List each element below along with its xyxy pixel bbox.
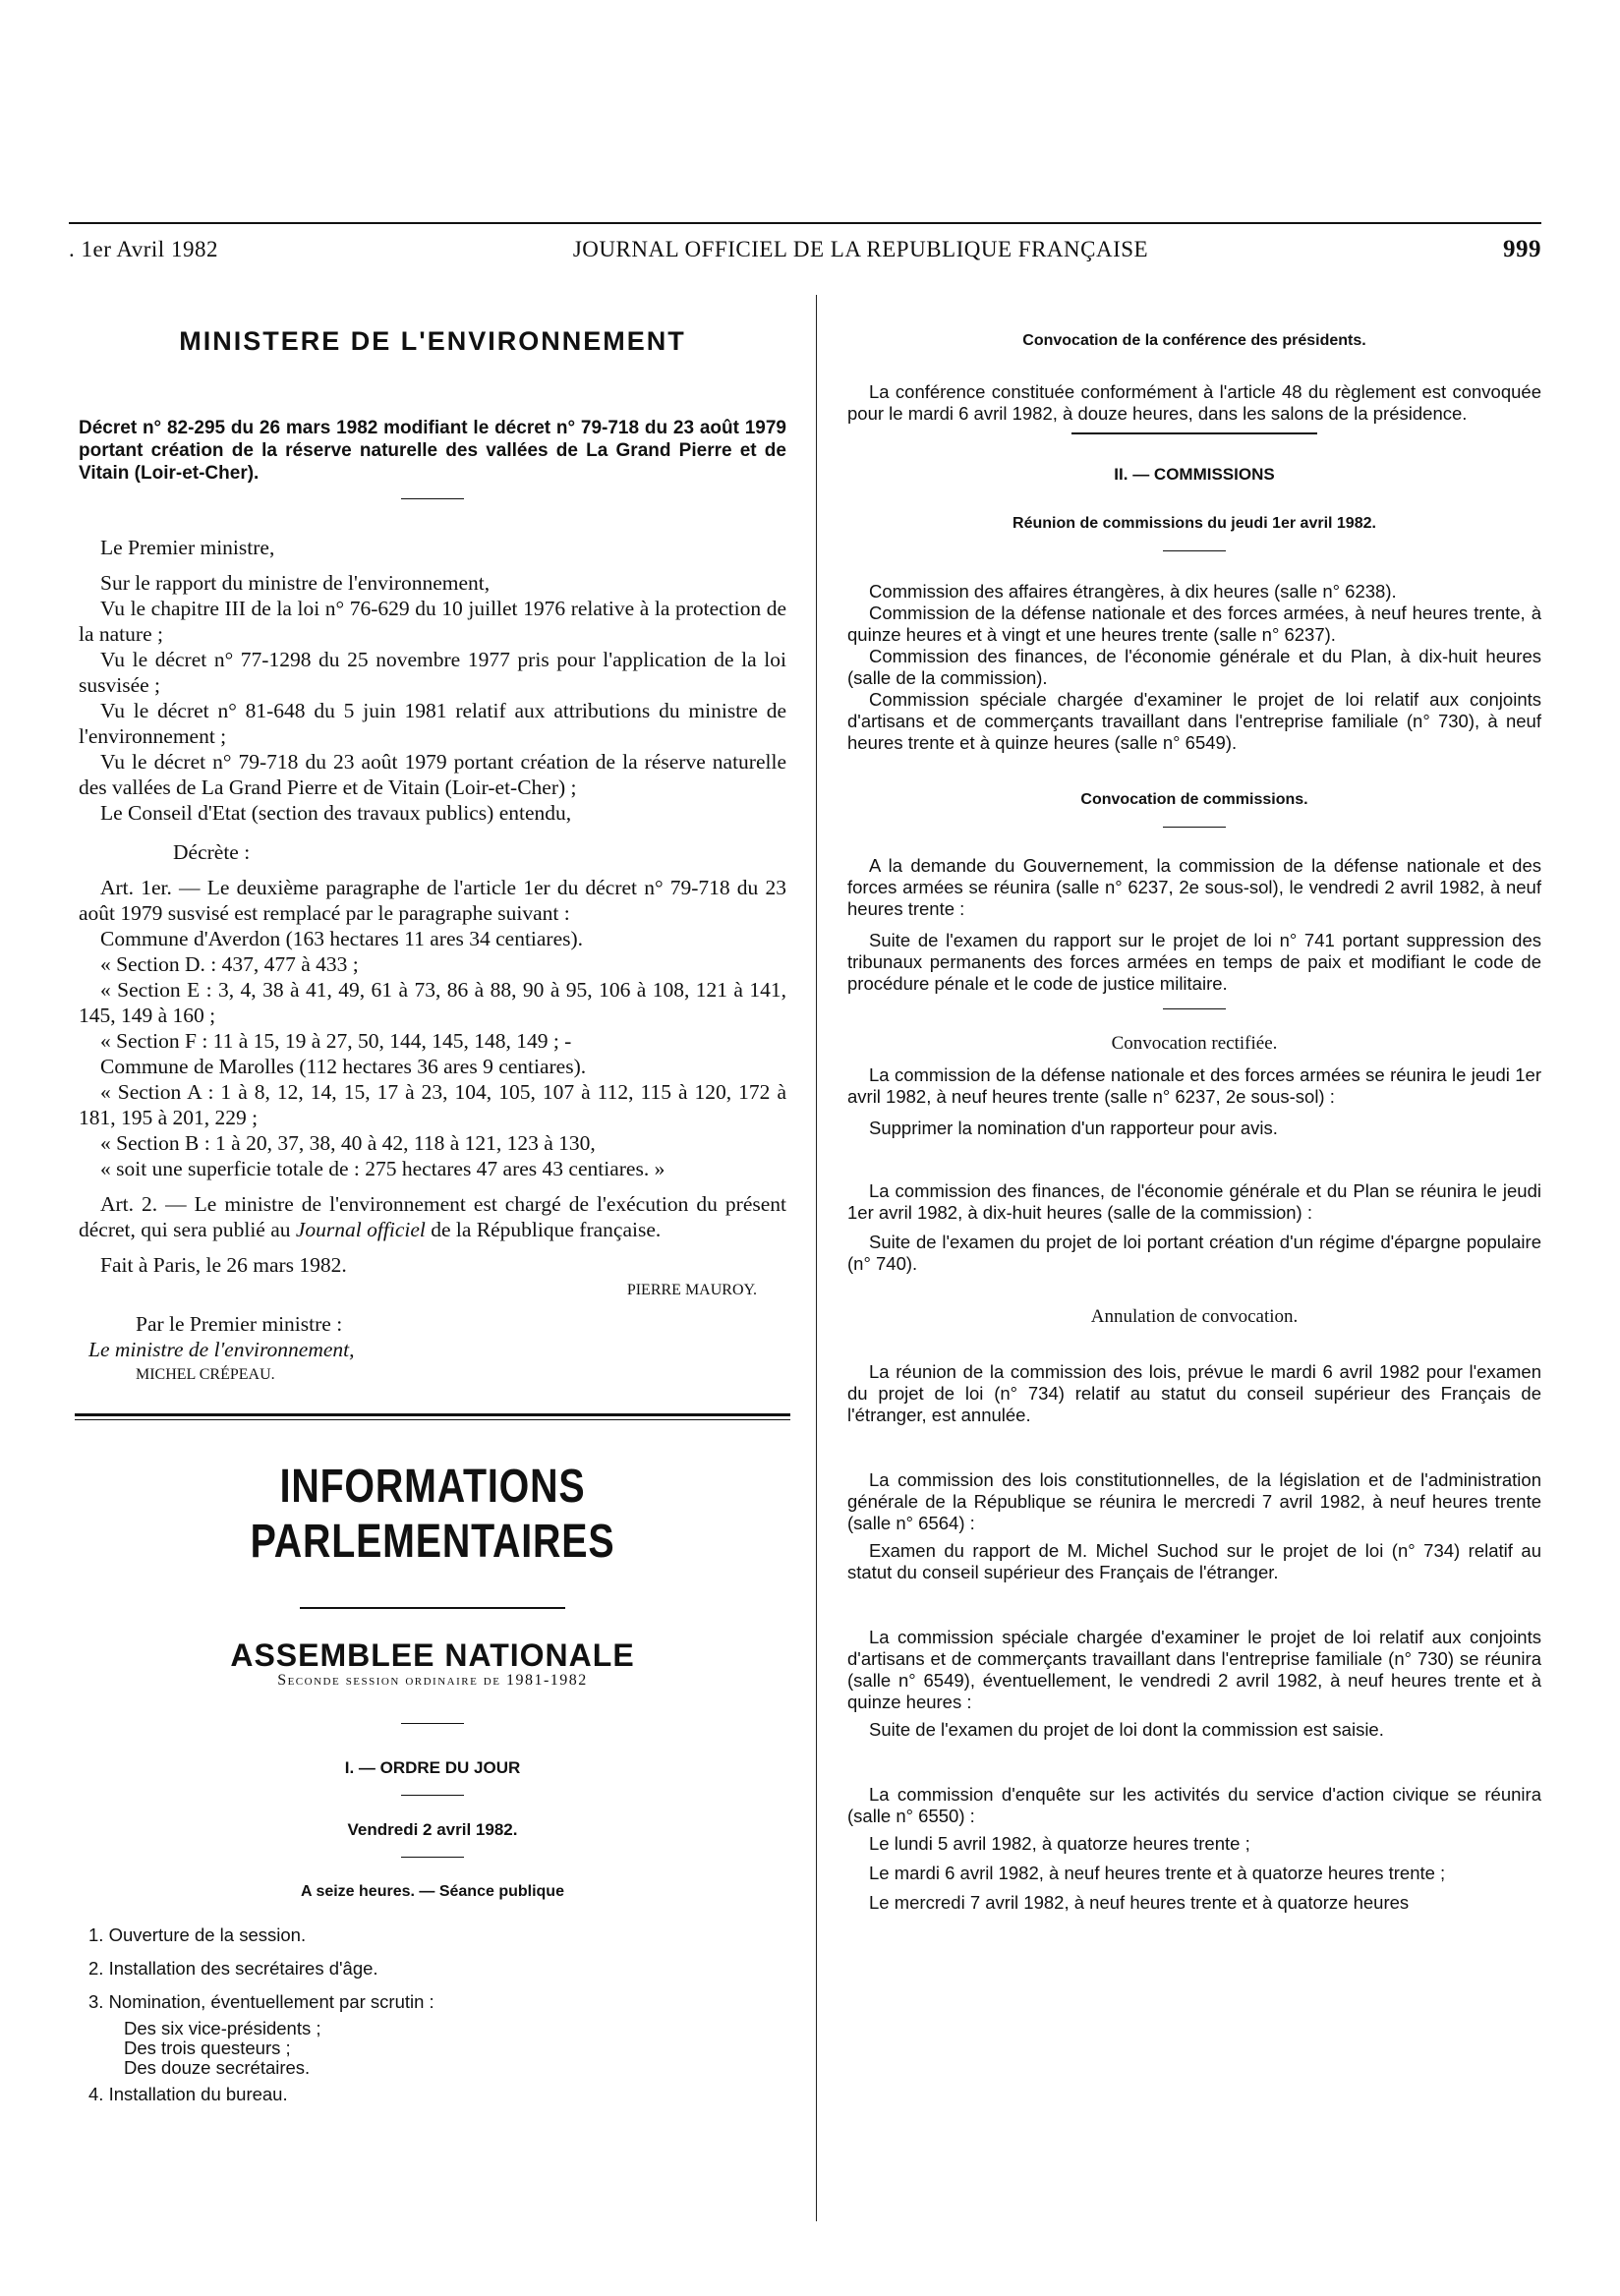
separator: [401, 1795, 464, 1796]
header-date: . 1er Avril 1982: [69, 237, 218, 261]
conv-rectifiee-title: Convocation rectifiée.: [1111, 1033, 1278, 1054]
enquete-line: Le mardi 6 avril 1982, à neuf heures trente et à quatorze heures trente ;: [869, 1863, 1446, 1883]
vu-line: Vu le décret n° 81-648 du 5 juin 1981 relatif aux attributions du ministre de l'environnement ;: [79, 699, 786, 748]
vu-line: Vu le chapitre III de la loi n° 76-629 du 10 juillet 1976 relative à la protection de la nature ;: [79, 597, 786, 646]
running-head: [69, 222, 1541, 275]
header-journal-title: JOURNAL OFFICIEL DE LA REPUBLIQUE FRANÇAISE: [572, 237, 1149, 261]
vendredi-heading: Vendredi 2 avril 1982.: [347, 1820, 518, 1839]
article-2-text: Art. 2. — Le ministre de l'environnement est chargé de l'exécution du présent décret, qui sera publié au: [79, 1192, 786, 1241]
vu-line: Sur le rapport du ministre de l'environnement,: [100, 571, 491, 595]
lois-p1: La commission des lois constitutionnelles, de la législation et de l'administration générale de la République se réunira le mercredi 7 avril 1982, à neuf heures trente (salle n° 6564) :: [847, 1469, 1541, 1533]
journal-officiel-ref: Journal officiel: [295, 1218, 426, 1241]
agenda-subitem: Des trois questeurs ;: [124, 2038, 291, 2058]
right-column: [847, 295, 1541, 1914]
article-2-end: de la République française.: [425, 1218, 662, 1241]
separator: [300, 1607, 565, 1609]
commune-marolles: Commune de Marolles (112 hectares 36 ares 9 centiares).: [100, 1055, 587, 1078]
vu-line: Le Conseil d'Etat (section des travaux publics) entendu,: [100, 801, 572, 825]
separator: [401, 1723, 464, 1724]
commune-averdon: Commune d'Averdon (163 hectares 11 ares 34 centiares).: [100, 927, 584, 950]
speciale-p2: Suite de l'examen du projet de loi dont la commission est saisie.: [869, 1719, 1384, 1740]
fait-a-paris: Fait à Paris, le 26 mars 1982.: [100, 1253, 347, 1277]
separator: [1071, 432, 1317, 434]
decrete-label: Décrète :: [173, 840, 251, 864]
vu-line: Vu le décret n° 77-1298 du 25 novembre 1977 pris pour l'application de la loi susvisée ;: [79, 648, 786, 697]
signer-name: PIERRE MAUROY.: [626, 1282, 757, 1298]
separator: [1163, 550, 1226, 551]
conv-commissions-p1: A la demande du Gouvernement, la commission de la défense nationale et des forces armées se réunira (salle n° 6237, 2e sous-sol), le vendredi 2 avril 1982, à neuf heures trente :: [847, 855, 1541, 919]
decree-intro: Le Premier ministre,: [100, 536, 275, 559]
agenda-list: [79, 1919, 786, 2111]
conv-rectifiee-p1: La commission de la défense nationale et des forces armées se réunira le jeudi 1er avril 1982, à neuf heures trente (salle n° 6237, 2e sous-sol) :: [847, 1064, 1541, 1107]
agenda-item: 3. Nomination, éventuellement par scrutin :: [88, 1991, 434, 2012]
section-line: « Section B : 1 à 20, 37, 38, 40 à 42, 118 à 121, 123 à 130,: [100, 1131, 596, 1155]
article-2: [79, 1191, 786, 1242]
reunion-line: Commission de la défense nationale et des forces armées, à neuf heures trente, à quinze heures et à vingt et une heures trente (salle n° 6237).: [847, 603, 1541, 645]
left-column: [79, 295, 786, 2111]
enquete-line: Le mercredi 7 avril 1982, à neuf heures trente et à quatorze heures: [869, 1892, 1410, 1913]
separator: [401, 1857, 464, 1858]
annulation-text: La réunion de la commission des lois, prévue le mardi 6 avril 1982 pour l'examen du projet de loi (n° 734) relatif au statut du conseil supérieur des Français de l'étranger, est annulée.: [847, 1361, 1541, 1425]
commissions-title: II. — COMMISSIONS: [1114, 465, 1275, 484]
separator: [1163, 1008, 1226, 1009]
assemblee-nationale-title: ASSEMBLEE NATIONALE: [230, 1637, 635, 1673]
ordre-du-jour-title: I. — ORDRE DU JOUR: [344, 1758, 521, 1777]
agenda-item: 2. Installation des secrétaires d'âge.: [88, 1958, 378, 1979]
lois-p2: Examen du rapport de M. Michel Suchod sur le projet de loi (n° 734) relatif au statut du conseil supérieur des Français de l'étranger.: [847, 1540, 1541, 1582]
par-le-premier-ministre: Par le Premier ministre :: [136, 1312, 343, 1336]
agenda-item: 1. Ouverture de la session.: [88, 1924, 307, 1945]
conv-commissions-title: Convocation de commissions.: [1080, 791, 1308, 808]
separator: [1163, 827, 1226, 828]
annulation-title: Annulation de convocation.: [1090, 1306, 1299, 1327]
vu-line: Vu le décret n° 79-718 du 23 août 1979 portant création de la réserve naturelle des vallées de La Grand Pierre et de Vitain (Loir-et-Cher) ;: [79, 750, 786, 799]
reunion-title: Réunion de commissions du jeudi 1er avril 1982.: [1012, 515, 1376, 532]
speciale-p1: La commission spéciale chargée d'examiner le projet de loi relatif aux conjoints d'artisans et de commerçants travaillant dans l'entreprise familiale (n° 730) se réunira (salle n° 6549), éventuellement, le vendredi 2 avril 1982, à neuf heures trente et à quinze heures :: [847, 1627, 1541, 1712]
minister-line: Le ministre de l'environnement,: [88, 1338, 355, 1361]
conv-commissions-p2: Suite de l'examen du rapport sur le projet de loi n° 741 portant suppression des tribunaux permanents des forces armées en temps de paix et modifiant le code de procédure pénale et le code de justice militaire.: [847, 930, 1541, 994]
reunion-line: Commission des finances, de l'économie générale et du Plan, à dix-huit heures (salle de la commission).: [847, 646, 1541, 688]
agenda-item: 4. Installation du bureau.: [88, 2084, 288, 2104]
article-1: Art. 1er. — Le deuxième paragraphe de l'article 1er du décret n° 79-718 du 23 août 1979 susvisé est remplacé par le paragraphe suivant :: [79, 876, 786, 925]
agenda-subitem: Des douze secrétaires.: [124, 2057, 311, 2078]
enquete-line: Le lundi 5 avril 1982, à quatorze heures trente ;: [869, 1833, 1250, 1854]
section-line: « Section E : 3, 4, 38 à 41, 49, 61 à 73, 86 à 88, 90 à 95, 106 à 108, 121 à 141, 145, 149 à 160 ;: [79, 978, 786, 1027]
column-divider: [816, 295, 817, 2221]
conv-presidents-text: La conférence constituée conformément à l'article 48 du règlement est convoquée pour le mardi 6 avril 1982, à douze heures, dans les salons de la présidence.: [847, 381, 1541, 424]
section-line: « soit une superficie totale de : 275 hectares 47 ares 43 centiares. »: [100, 1157, 665, 1180]
reunion-line: Commission des affaires étrangères, à dix heures (salle n° 6238).: [869, 581, 1397, 602]
minister-name: MICHEL CRÉPEAU.: [136, 1366, 275, 1383]
header-page-number: 999: [1502, 236, 1541, 262]
finances-p2: Suite de l'examen du projet de loi portant création d'un régime d'épargne populaire (n° 740).: [847, 1232, 1541, 1274]
separator: [401, 498, 464, 499]
section-line: « Section F : 11 à 15, 19 à 27, 50, 144, 145, 148, 149 ; -: [100, 1029, 572, 1053]
finances-p1: La commission des finances, de l'économie générale et du Plan se réunira le jeudi 1er avril 1982, à dix-huit heures (salle de la commission) :: [847, 1180, 1541, 1223]
section-double-rule: [75, 1413, 790, 1420]
ministry-title: MINISTERE DE L'ENVIRONNEMENT: [179, 326, 686, 356]
agenda-subitem: Des six vice-présidents ;: [124, 2018, 321, 2038]
conv-presidents-title: Convocation de la conférence des présidents.: [1022, 332, 1366, 349]
seize-heures-heading: A seize heures. — Séance publique: [301, 1883, 564, 1900]
enquete-p1: La commission d'enquête sur les activités du service d'action civique se réunira (salle n° 6550) :: [847, 1784, 1541, 1826]
section-line: « Section A : 1 à 8, 12, 14, 15, 17 à 23, 104, 105, 107 à 112, 115 à 120, 172 à 181, 195 à 201, 229 ;: [79, 1080, 786, 1129]
informations-parlementaires-title: INFORMATIONS PARLEMENTAIRES: [250, 1461, 615, 1568]
session-subtitle: Seconde session ordinaire de 1981-1982: [277, 1672, 588, 1689]
reunion-line: Commission spéciale chargée d'examiner le projet de loi relatif aux conjoints d'artisans et de commerçants travaillant dans l'entreprise familiale (n° 730), à neuf heures trente et à quinze heures (salle n° 6549).: [847, 689, 1541, 753]
section-line: « Section D. : 437, 477 à 433 ;: [100, 952, 359, 976]
decree-title: Décret n° 82-295 du 26 mars 1982 modifiant le décret n° 79-718 du 23 août 1979 portant création de la réserve naturelle des vallées de La Grand Pierre et de Vitain (Loir-et-Cher).: [79, 418, 786, 484]
conv-rectifiee-p2: Supprimer la nomination d'un rapporteur pour avis.: [869, 1118, 1278, 1138]
